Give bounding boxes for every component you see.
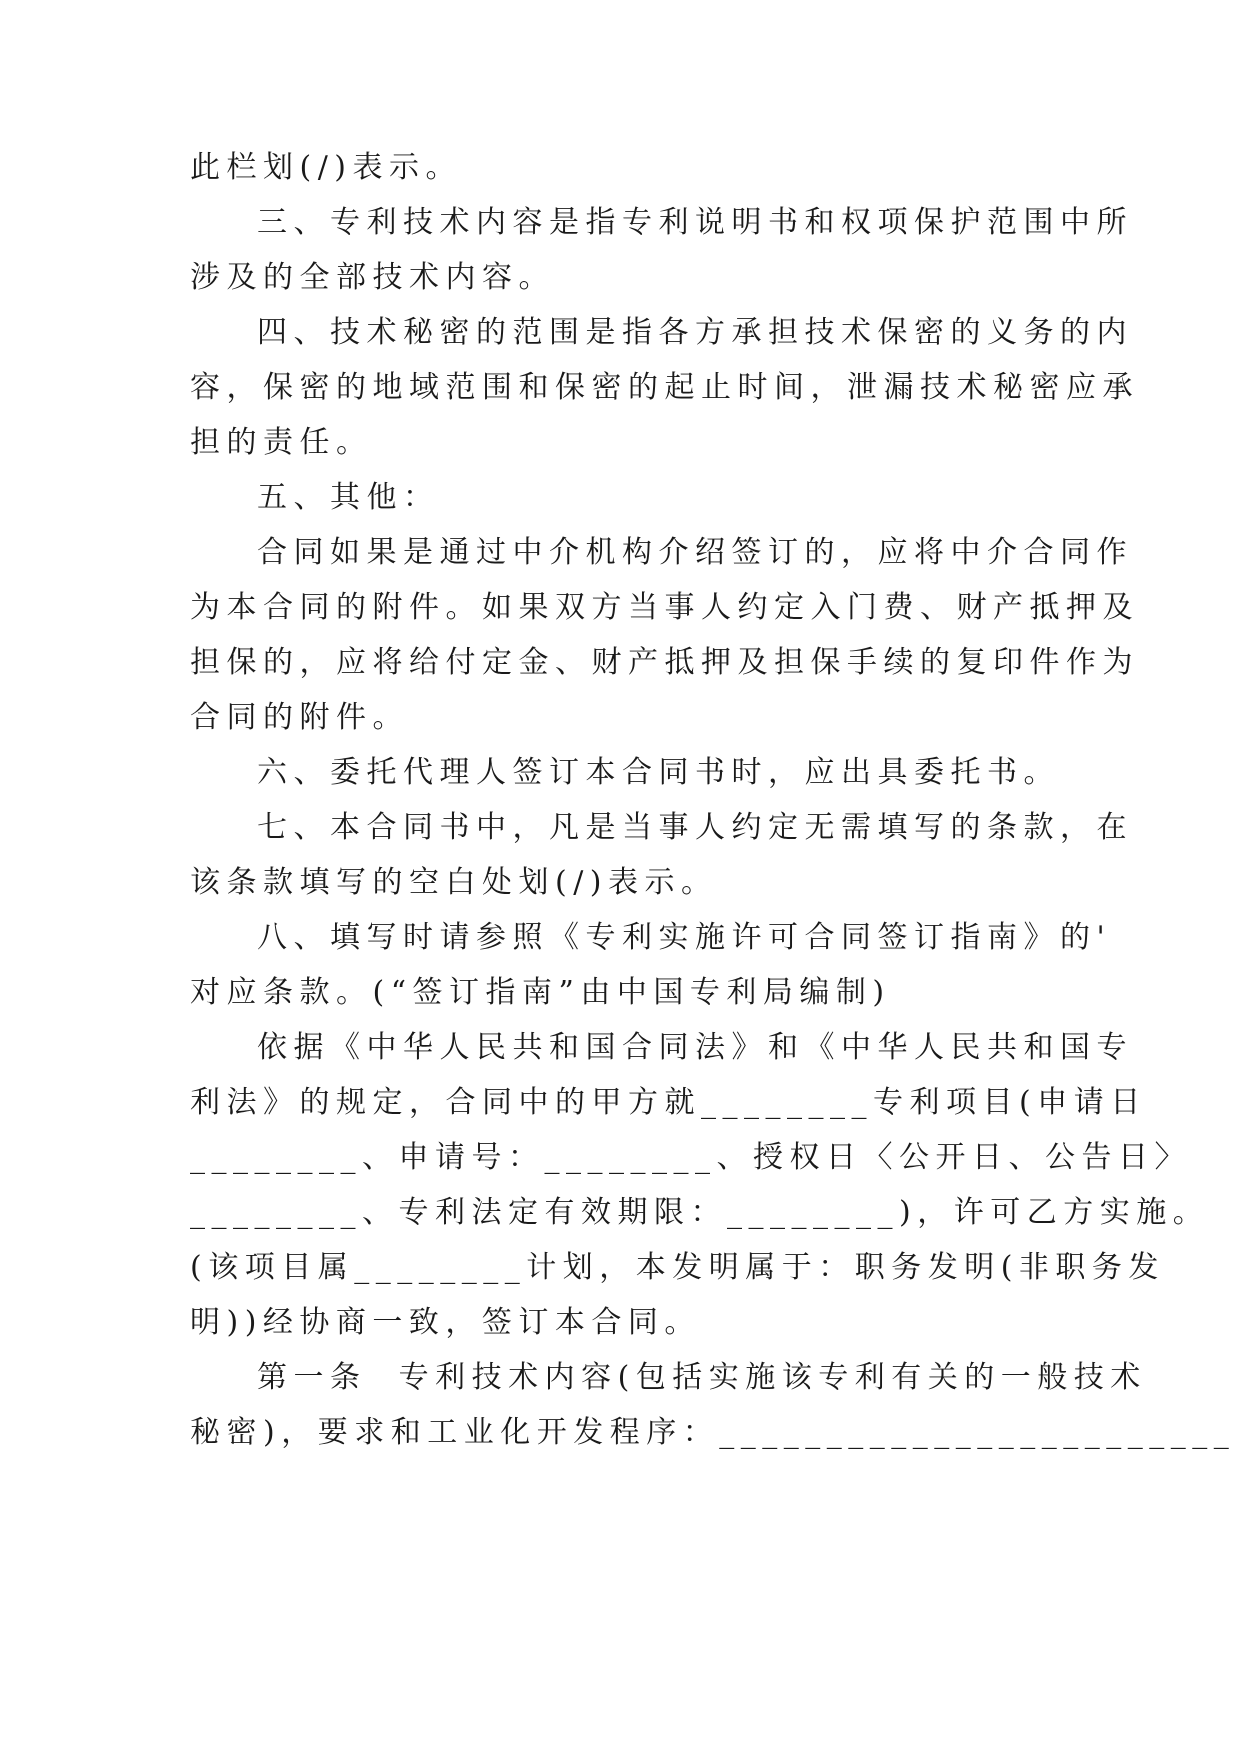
text-line: ________、申请号：________、授权日〈公开日、公告日〉 <box>190 1140 1191 1175</box>
paragraph-line: 七、本合同书中，凡是当事人约定无需填写的条款，在 <box>257 810 1133 845</box>
paragraph-line: 八、填写时请参照《专利实施许可合同签订指南》的' <box>257 920 1112 955</box>
text-line: 此栏划(/)表示。 <box>190 150 463 185</box>
text-line: 涉及的全部技术内容。 <box>190 260 555 295</box>
text-line: 利法》的规定，合同中的甲方就________专利项目(申请日 <box>190 1085 1147 1120</box>
paragraph-line: 四、技术秘密的范围是指各方承担技术保密的义务的内 <box>257 315 1133 350</box>
text-line: 明))经协商一致，签订本合同。 <box>190 1305 701 1340</box>
text-line: 对应条款。(“签订指南”由中国专利局编制) <box>190 975 891 1010</box>
paragraph-line: 第一条 专利技术内容(包括实施该专利有关的一般技术 <box>257 1360 1147 1395</box>
text-line: 合同的附件。 <box>190 700 409 735</box>
paragraph-line: 依据《中华人民共和国合同法》和《中华人民共和国专 <box>257 1030 1133 1065</box>
text-line: 担的责任。 <box>190 425 373 460</box>
paragraph-line: 六、委托代理人签订本合同书时，应出具委托书。 <box>257 755 1060 790</box>
text-line: 该条款填写的空白处划(/)表示。 <box>190 865 718 900</box>
text-line: ________、专利法定有效期限：________)，许可乙方实施。 <box>190 1195 1210 1230</box>
paragraph-line: 五、其他： <box>257 480 440 515</box>
text-line: 为本合同的附件。如果双方当事人约定入门费、财产抵押及 <box>190 590 1139 625</box>
text-line: (该项目属________计划，本发明属于：职务发明(非职务发 <box>190 1250 1165 1285</box>
paragraph-line: 三、专利技术内容是指专利说明书和权项保护范围中所 <box>257 205 1133 240</box>
text-line: 容，保密的地域范围和保密的起止时间，泄漏技术秘密应承 <box>190 370 1139 405</box>
paragraph-line: 合同如果是通过中介机构介绍签订的，应将中介合同作 <box>257 535 1133 570</box>
text-line: 担保的，应将给付定金、财产抵押及担保手续的复印件作为 <box>190 645 1139 680</box>
text-line: 秘密)，要求和工业化开发程序：________________________ <box>190 1415 1236 1450</box>
